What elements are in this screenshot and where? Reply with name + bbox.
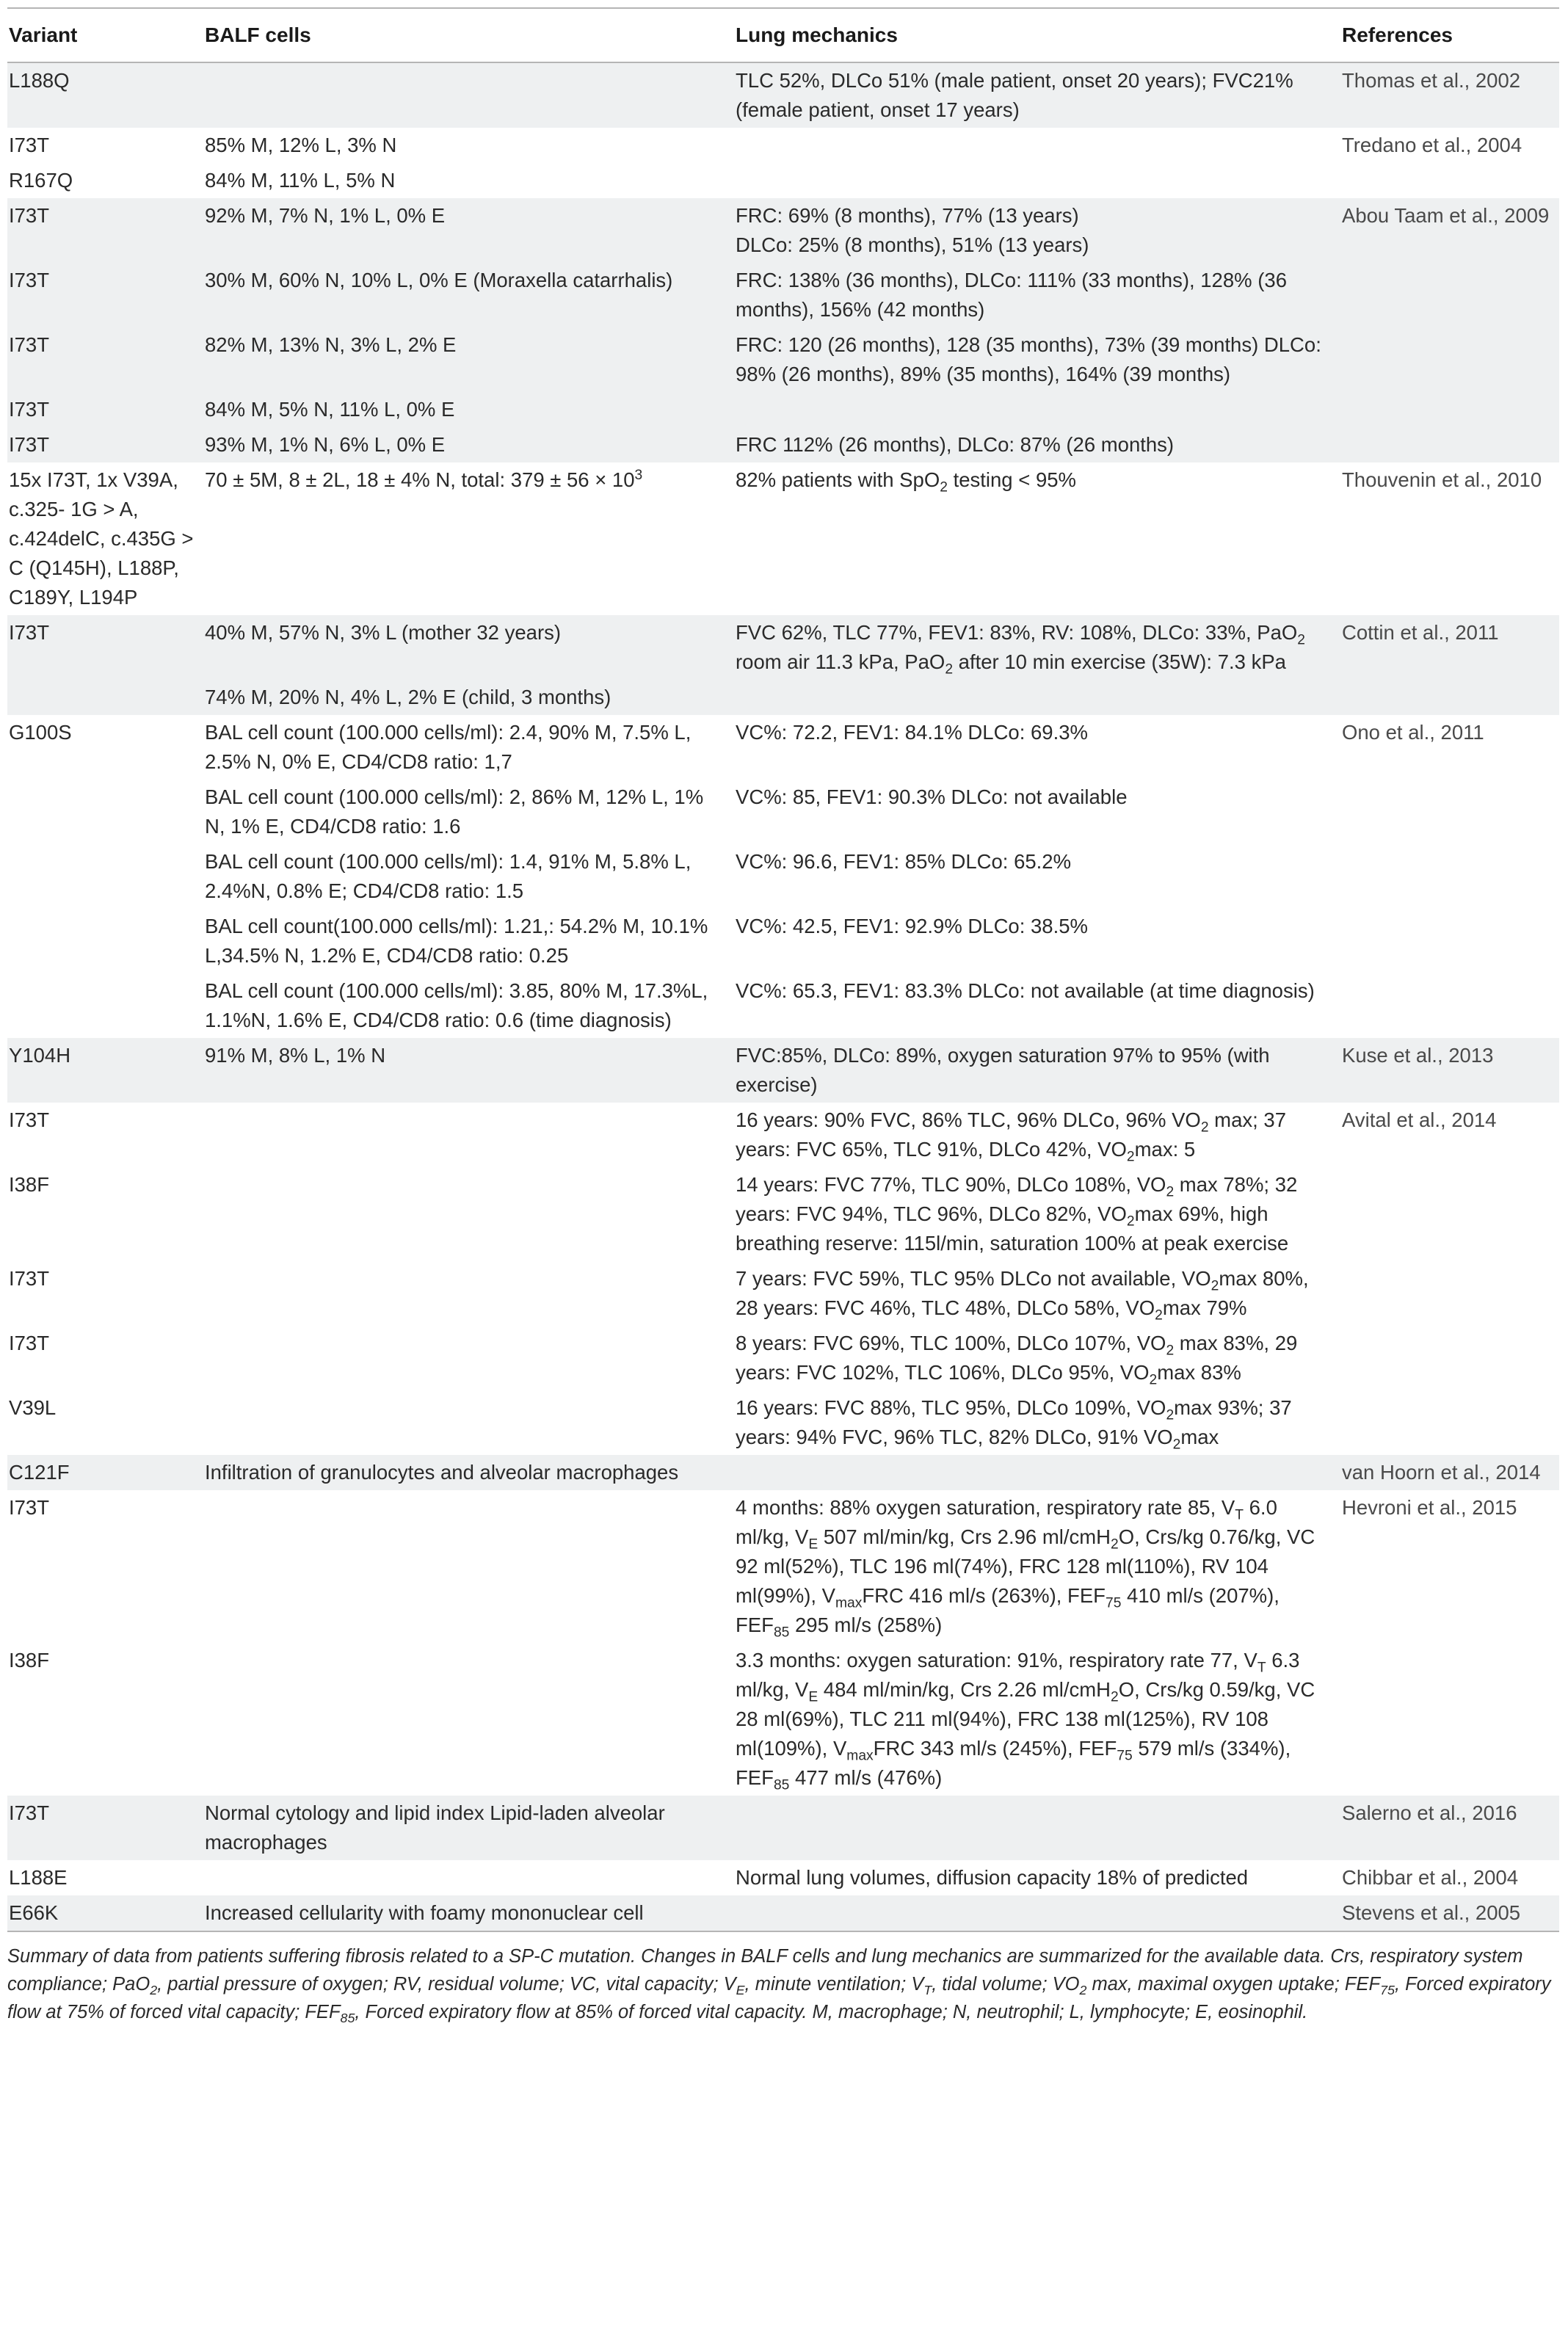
cell-reference: Hevroni et al., 2015 <box>1342 1496 1517 1519</box>
cell-reference <box>1340 780 1559 844</box>
cell-lung-mechanics: FRC: 120 (26 months), 128 (35 months), 73% (39 months) DLCo: 98% (26 months), 89% (35 months), 164% (39 months) <box>734 327 1340 392</box>
cell-variant: R167Q <box>9 169 73 192</box>
cell-variant: I73T <box>9 134 50 156</box>
cell-variant <box>7 909 203 973</box>
table-row <box>7 198 1559 263</box>
cell-variant: I73T <box>9 1108 50 1131</box>
table-row <box>7 780 1559 844</box>
table-row <box>7 1167 1559 1261</box>
cell-reference: Kuse et al., 2013 <box>1340 1038 1559 1103</box>
cell-balf-cells <box>203 1103 734 1167</box>
table-row <box>7 462 1559 615</box>
table-caption: Summary of data from patients suffering fibrosis related to a SP-C mutation. Changes in BALF cells and lung mechanics are summarized for the available data. Crs, respiratory system compliance; PaO$_2$, partial pressure of oxygen; RV, residual volume; VC, vital capacity; $V_E$, minute ventilation; $V_T$, tidal volume; $VO_2$ max, maximal oxygen uptake; $FEF_{75}$, Forced expiratory flow at 75% of forced vital capacity; $FEF_{85}$, Forced expiratory flow at 85% of forced vital capacity. M, macrophage; N, neutrophil; L, lymphocyte; E, eosinophil. <box>7 1946 1551 2026</box>
cell-balf-cells <box>203 1261 734 1326</box>
cell-lung-mechanics <box>734 128 1340 163</box>
cell-variant: I73T <box>7 392 203 427</box>
table-row <box>7 1326 1559 1390</box>
cell-lung-mechanics: FVC:85%, DLCo: 89%, oxygen saturation 97% to 95% (with exercise) <box>734 1038 1340 1103</box>
table-row <box>7 163 1559 198</box>
table-row <box>7 427 1559 462</box>
cell-lung-mechanics: 82% patients with SpO$_2$ testing < 95% <box>736 468 1076 496</box>
table-row <box>7 128 1559 163</box>
cell-variant: Y104H <box>7 1038 203 1103</box>
header-balf-cells: BALF cells <box>203 8 734 62</box>
cell-balf-cells: 70 ± 5M, 8 ± 2L, 18 ± 4% N, total: $379 \pm 56 \times 10^3$ <box>205 467 643 491</box>
cell-variant: I73T <box>9 1332 50 1354</box>
cell-reference <box>1340 909 1559 973</box>
cell-balf-cells: Normal cytology and lipid index Lipid-laden alveolar macrophages <box>203 1796 734 1860</box>
table-row <box>7 62 1559 128</box>
cell-balf-cells <box>203 1390 734 1455</box>
header-row <box>7 8 1559 62</box>
document-page <box>7 7 1559 2026</box>
cell-variant: I73T <box>7 615 203 680</box>
table-row <box>7 615 1559 680</box>
cell-balf-cells: 85% M, 12% L, 3% N <box>205 134 397 156</box>
data-table <box>7 7 1559 1932</box>
cell-reference: van Hoorn et al., 2014 <box>1340 1455 1559 1490</box>
cell-balf-cells: 82% M, 13% N, 3% L, 2% E <box>203 327 734 392</box>
cell-lung-mechanics: 4 months: 88% oxygen saturation, respiratory rate 85, $V_T$ 6.0 ml/kg, $V_E$ 507 ml/min/kg, Crs 2.96 ml/cmH$_2$O, Crs/kg 0.76/kg, VC 92 ml(52%), TLC 196 ml(74%), FRC 128 ml(110%), RV 104 ml(99%), $V_{max}FRC$ 416 ml/s (263%), $FEF_{75}$ 410 ml/s (207%), $FEF_{85}$ 295 ml/s (258%) <box>736 1496 1315 1641</box>
cell-lung-mechanics <box>734 163 1340 198</box>
cell-reference: Ono et al., 2011 <box>1342 721 1484 744</box>
table-row <box>7 1261 1559 1326</box>
table-row <box>7 1390 1559 1455</box>
cell-balf-cells: 30% M, 60% N, 10% L, 0% E (Moraxella catarrhalis) <box>203 263 734 327</box>
cell-variant: I73T <box>7 327 203 392</box>
table-row <box>7 1490 1559 1643</box>
cell-lung-mechanics <box>734 1796 1340 1860</box>
cell-reference: Cottin et al., 2011 <box>1340 615 1559 680</box>
cell-reference: Abou Taam et al., 2009 <box>1340 198 1559 263</box>
cell-lung-mechanics: VC%: 96.6, FEV1: 85% DLCo: 65.2% <box>736 850 1072 873</box>
table-row <box>7 680 1559 715</box>
cell-balf-cells: BAL cell count (100.000 cells/ml): 1.4, 91% M, 5.8% L, 2.4%N, 0.8% E; CD4/CD8 ratio: 1.5 <box>205 850 692 902</box>
cell-balf-cells: BAL cell count (100.000 cells/ml): 3.85, 80% M, 17.3%L, 1.1%N, 1.6% E, CD4/CD8 ratio: 0.6 (time diagnosis) <box>205 979 708 1031</box>
cell-lung-mechanics <box>734 680 1340 715</box>
cell-balf-cells: BAL cell count(100.000 cells/ml): 1.21,: 54.2% M, 10.1% L,34.5% N, 1.2% E, CD4/CD8 ratio: 0.25 <box>205 915 708 967</box>
cell-reference <box>1340 163 1559 198</box>
cell-lung-mechanics <box>734 392 1340 427</box>
cell-lung-mechanics: FVC 62%, TLC 77%, FEV1: 83%, RV: 108%, DLCo: 33%, PaO$_2$ room air 11.3 kPa, PaO$_2$ after 10 min exercise (35W): 7.3 kPa <box>734 615 1340 680</box>
cell-reference <box>1340 844 1559 909</box>
table-row <box>7 1038 1559 1103</box>
cell-reference: Stevens et al., 2005 <box>1340 1895 1559 1931</box>
cell-lung-mechanics <box>734 1895 1340 1931</box>
cell-balf-cells <box>203 1860 734 1895</box>
cell-variant: E66K <box>7 1895 203 1931</box>
table-row <box>7 1643 1559 1796</box>
cell-balf-cells <box>203 1490 734 1643</box>
cell-lung-mechanics <box>734 1455 1340 1490</box>
cell-reference: Tredano et al., 2004 <box>1342 134 1522 156</box>
cell-balf-cells <box>203 1167 734 1261</box>
cell-lung-mechanics: VC%: 72.2, FEV1: 84.1% DLCo: 69.3% <box>736 721 1088 744</box>
cell-balf-cells: 84% M, 11% L, 5% N <box>205 169 396 192</box>
cell-variant: I73T <box>7 263 203 327</box>
cell-lung-mechanics: FRC 112% (26 months), DLCo: 87% (26 months) <box>734 427 1340 462</box>
cell-variant: I73T <box>9 1267 50 1290</box>
cell-reference <box>1340 1390 1559 1455</box>
cell-variant <box>7 780 203 844</box>
cell-lung-mechanics: VC%: 85, FEV1: 90.3% DLCo: not available <box>736 785 1128 808</box>
cell-variant <box>7 680 203 715</box>
cell-variant <box>7 973 203 1038</box>
cell-reference <box>1340 263 1559 327</box>
cell-reference <box>1340 1326 1559 1390</box>
table-row <box>7 1796 1559 1860</box>
cell-reference <box>1340 973 1559 1038</box>
cell-lung-mechanics: FRC: 69% (8 months), 77% (13 years) DLCo: 25% (8 months), 51% (13 years) <box>734 198 1340 263</box>
cell-variant: I38F <box>9 1649 50 1672</box>
cell-lung-mechanics: 14 years: FVC 77%, TLC 90%, DLCo 108%, $VO_2$ max 78%; 32 years: FVC 94%, TLC 96%, DLCo 82%, $VO_2\max$ 69%, high breathing reserve: 115l/min, saturation 100% at peak exercise <box>736 1173 1298 1255</box>
cell-lung-mechanics: VC%: 65.3, FEV1: 83.3% DLCo: not available (at time diagnosis) <box>736 979 1315 1002</box>
cell-reference: Chibbar et al., 2004 <box>1342 1866 1519 1889</box>
cell-reference: Thouvenin et al., 2010 <box>1342 468 1542 491</box>
cell-balf-cells: 91% M, 8% L, 1% N <box>203 1038 734 1103</box>
table-row <box>7 392 1559 427</box>
table-row <box>7 1455 1559 1490</box>
cell-reference: Thomas et al., 2002 <box>1340 62 1559 128</box>
table-row <box>7 263 1559 327</box>
cell-variant: G100S <box>9 721 72 744</box>
table-row <box>7 327 1559 392</box>
cell-lung-mechanics: 16 years: 90% FVC, 86% TLC, 96% DLCo, 96% $VO_2$ max; 37 years: FVC 65%, TLC 91%, DLCo 42%, $VO_2\max$: 5 <box>736 1108 1287 1165</box>
table-body <box>7 62 1559 1931</box>
cell-reference: Avital et al., 2014 <box>1342 1108 1497 1131</box>
cell-balf-cells: BAL cell count (100.000 cells/ml): 2.4, 90% M, 7.5% L, 2.5% N, 0% E, CD4/CD8 ratio: 1,7 <box>205 721 692 773</box>
cell-variant: I38F <box>9 1173 50 1196</box>
cell-lung-mechanics: FRC: 138% (36 months), DLCo: 111% (33 months), 128% (36 months), 156% (42 months) <box>734 263 1340 327</box>
cell-lung-mechanics: VC%: 42.5, FEV1: 92.9% DLCo: 38.5% <box>736 915 1088 937</box>
cell-reference <box>1340 680 1559 715</box>
cell-lung-mechanics: Normal lung volumes, diffusion capacity 18% of predicted <box>736 1866 1249 1889</box>
cell-variant: L188E <box>9 1866 68 1889</box>
cell-balf-cells: Increased cellularity with foamy mononuclear cell <box>203 1895 734 1931</box>
cell-variant: I73T <box>7 427 203 462</box>
cell-variant: I73T <box>7 1796 203 1860</box>
cell-balf-cells <box>203 1326 734 1390</box>
cell-reference <box>1340 327 1559 392</box>
cell-variant: I73T <box>9 1496 50 1519</box>
table-row <box>7 909 1559 973</box>
cell-variant: C121F <box>7 1455 203 1490</box>
table-header <box>7 8 1559 62</box>
cell-balf-cells <box>203 62 734 128</box>
table-row <box>7 1895 1559 1931</box>
cell-lung-mechanics: TLC 52%, DLCo 51% (male patient, onset 20 years); FVC21% (female patient, onset 17 years) <box>734 62 1340 128</box>
cell-reference: Salerno et al., 2016 <box>1340 1796 1559 1860</box>
cell-balf-cells: 84% M, 5% N, 11% L, 0% E <box>203 392 734 427</box>
cell-variant: 15x I73T, 1x V39A, c.325- 1G > A, c.424delC, c.435G > C (Q145H), L188P, C189Y, L194P <box>9 468 194 609</box>
cell-reference <box>1340 1167 1559 1261</box>
cell-balf-cells: 93% M, 1% N, 6% L, 0% E <box>203 427 734 462</box>
cell-balf-cells: 40% M, 57% N, 3% L (mother 32 years) <box>203 615 734 680</box>
cell-variant: V39L <box>9 1396 57 1419</box>
header-lung-mechanics: Lung mechanics <box>734 8 1340 62</box>
cell-lung-mechanics: 8 years: FVC 69%, TLC 100%, DLCo 107%, $VO_2$ max 83%, 29 years: FVC 102%, TLC 106%, DLCo 95%, $VO_2\max$ 83% <box>736 1332 1298 1388</box>
table-row <box>7 844 1559 909</box>
cell-balf-cells <box>203 1643 734 1796</box>
header-variant: Variant <box>7 8 203 62</box>
cell-variant <box>7 844 203 909</box>
table-row <box>7 715 1559 780</box>
cell-lung-mechanics: 16 years: FVC 88%, TLC 95%, DLCo 109%, $VO_2\max$ 93%; 37 years: 94% FVC, 96% TLC, 82% DLCo, 91% $VO_2\max$ <box>736 1396 1292 1453</box>
cell-balf-cells: Infiltration of granulocytes and alveolar macrophages <box>203 1455 734 1490</box>
cell-balf-cells: 92% M, 7% N, 1% L, 0% E <box>203 198 734 263</box>
cell-lung-mechanics: 7 years: FVC 59%, TLC 95% DLCo not available, $VO_2\max$ 80%, 28 years: FVC 46%, TLC 48%, DLCo 58%, $VO_2\max$ 79% <box>736 1267 1309 1324</box>
cell-reference <box>1340 427 1559 462</box>
cell-balf-cells: 74% M, 20% N, 4% L, 2% E (child, 3 months) <box>203 680 734 715</box>
table-row <box>7 1860 1559 1895</box>
cell-lung-mechanics: 3.3 months: oxygen saturation: 91%, respiratory rate 77, $V_T$ 6.3 ml/kg, $V_E$ 484 ml/min/kg, Crs 2.26 ml/cmH$_2$O, Crs/kg 0.59/kg, VC 28 ml(69%), TLC 211 ml(94%), FRC 138 ml(125%), RV 108 ml(109%), $V_{max}FRC$ 343 ml/s (245%), $FEF_{75}$ 579 ml/s (334%), $FEF_{85}$ 477 ml/s (476%) <box>736 1649 1315 1793</box>
header-references: References <box>1340 8 1559 62</box>
cell-variant: L188Q <box>7 62 203 128</box>
cell-reference <box>1340 1261 1559 1326</box>
cell-reference <box>1340 392 1559 427</box>
cell-variant: I73T <box>7 198 203 263</box>
cell-balf-cells: BAL cell count (100.000 cells/ml): 2, 86% M, 12% L, 1% N, 1% E, CD4/CD8 ratio: 1.6 <box>205 785 704 838</box>
table-row <box>7 973 1559 1038</box>
table-row <box>7 1103 1559 1167</box>
cell-reference <box>1340 1643 1559 1796</box>
